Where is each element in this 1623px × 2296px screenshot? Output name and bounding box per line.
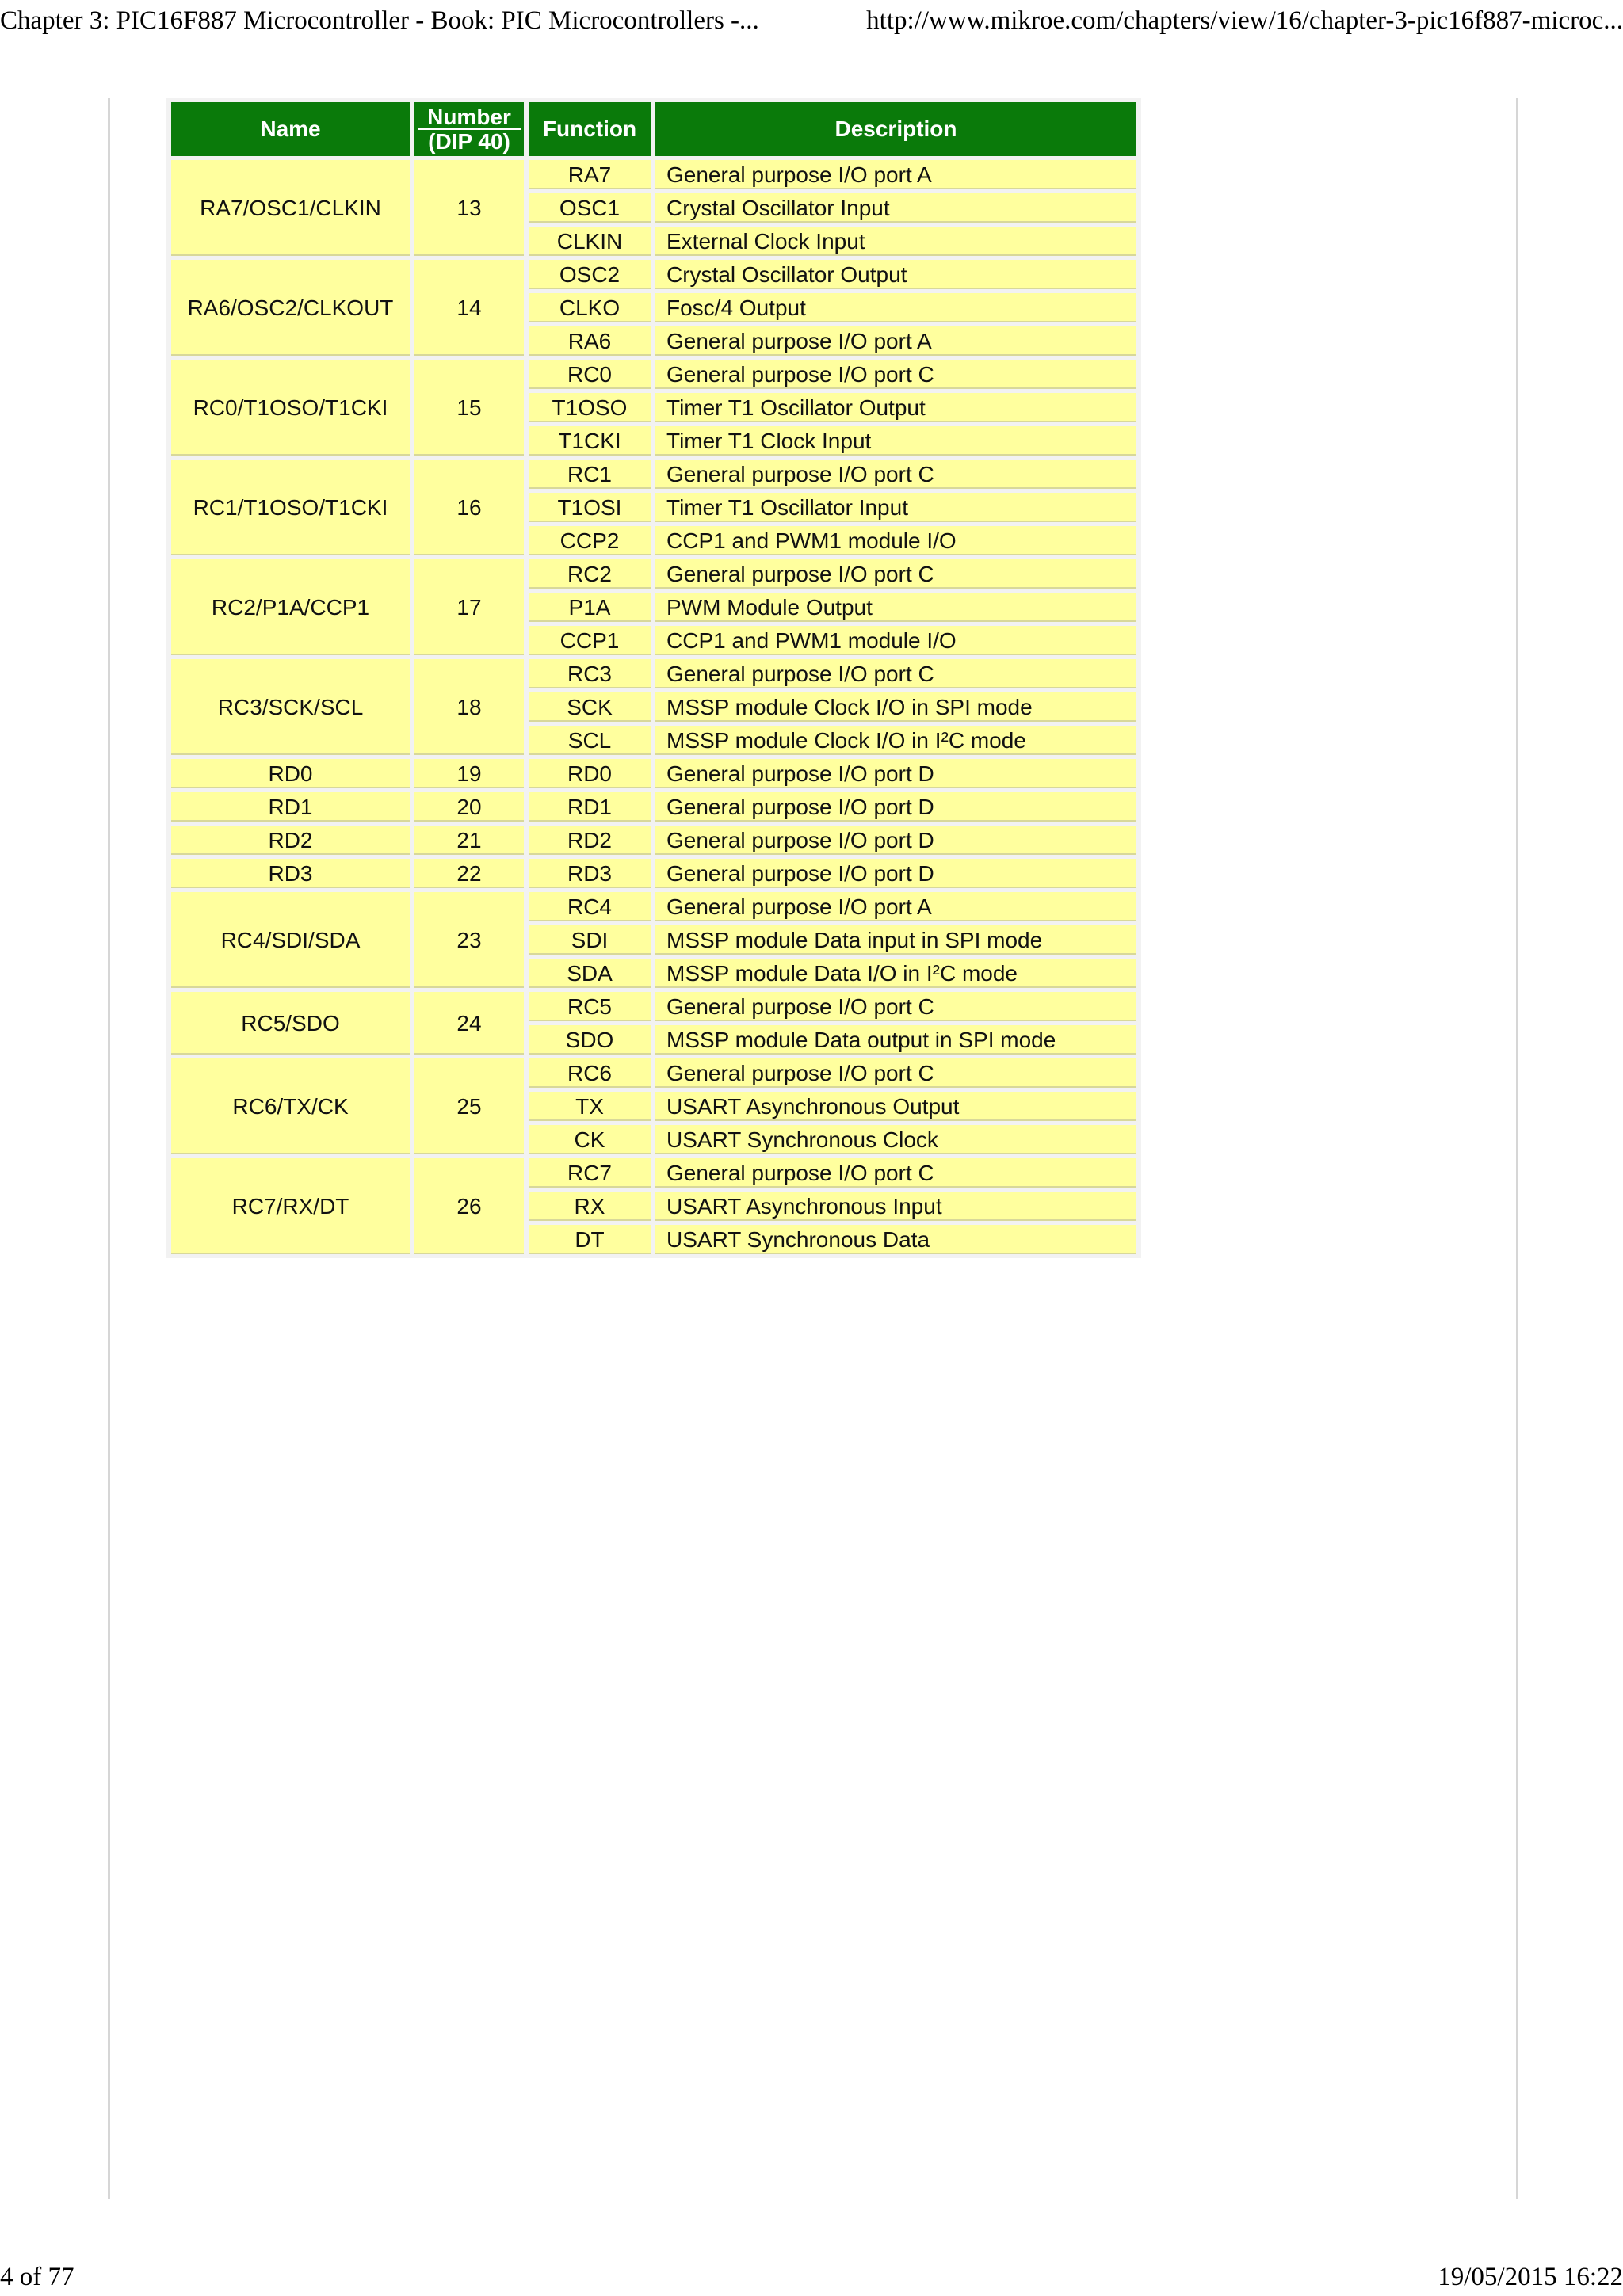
- pin-name-cell: RC1/T1OSO/T1CKI: [171, 460, 410, 555]
- print-header-title: Chapter 3: PIC16F887 Microcontroller - Book: PIC Microcontrollers -...: [0, 6, 759, 35]
- pin-function-cell: RA6: [529, 326, 651, 356]
- pin-function-cell: RD2: [529, 826, 651, 855]
- table-row: [171, 1158, 1136, 1188]
- table-row: [171, 859, 1136, 888]
- pin-function-cell: SDO: [529, 1025, 651, 1055]
- pin-description-cell: External Clock Input: [655, 227, 1136, 256]
- pin-description-cell: MSSP module Clock I/O in SPI mode: [655, 692, 1136, 722]
- pin-number-cell: 14: [414, 260, 524, 356]
- pin-name-cell: RD2: [171, 826, 410, 855]
- pin-description-cell: General purpose I/O port C: [655, 659, 1136, 688]
- pin-description-cell: General purpose I/O port C: [655, 992, 1136, 1021]
- pin-number-cell: 24: [414, 992, 524, 1055]
- table-row: [171, 759, 1136, 788]
- pin-description-cell: General purpose I/O port A: [655, 892, 1136, 921]
- pin-description-cell: General purpose I/O port C: [655, 559, 1136, 589]
- pin-description-cell: MSSP module Clock I/O in I²C mode: [655, 726, 1136, 755]
- pin-description-table: [166, 98, 1141, 1258]
- pin-function-cell: P1A: [529, 593, 651, 622]
- pin-number-cell: 25: [414, 1058, 524, 1154]
- pin-description-cell: Fosc/4 Output: [655, 293, 1136, 322]
- pin-description-cell: Crystal Oscillator Output: [655, 260, 1136, 289]
- header-function: Function: [529, 102, 651, 156]
- pin-description-cell: USART Asynchronous Input: [655, 1192, 1136, 1221]
- header-name: Name: [171, 102, 410, 156]
- pin-function-cell: T1OSI: [529, 493, 651, 522]
- pin-function-cell: RD0: [529, 759, 651, 788]
- pin-function-cell: RD1: [529, 792, 651, 822]
- pin-name-cell: RD1: [171, 792, 410, 822]
- pin-function-cell: RC5: [529, 992, 651, 1021]
- pin-number-cell: 16: [414, 460, 524, 555]
- pin-function-cell: DT: [529, 1225, 651, 1254]
- header-number-line1: Number: [427, 104, 511, 129]
- table-row: [171, 892, 1136, 921]
- pin-name-cell: RC5/SDO: [171, 992, 410, 1055]
- pin-function-cell: RC2: [529, 559, 651, 589]
- pin-description-cell: PWM Module Output: [655, 593, 1136, 622]
- pin-description-cell: MSSP module Data I/O in I²C mode: [655, 959, 1136, 988]
- pin-function-cell: CCP1: [529, 626, 651, 655]
- pin-description-cell: Crystal Oscillator Input: [655, 193, 1136, 223]
- table-body: [171, 160, 1136, 1254]
- pin-function-cell: TX: [529, 1092, 651, 1121]
- header-number: [414, 102, 524, 156]
- pin-name-cell: RA6/OSC2/CLKOUT: [171, 260, 410, 356]
- pin-function-cell: OSC2: [529, 260, 651, 289]
- pin-number-cell: 23: [414, 892, 524, 988]
- table-row: [171, 659, 1136, 688]
- pin-description-cell: General purpose I/O port D: [655, 792, 1136, 822]
- pin-description-cell: MSSP module Data input in SPI mode: [655, 925, 1136, 955]
- table-header-row: [171, 102, 1136, 156]
- pin-description-cell: USART Synchronous Clock: [655, 1125, 1136, 1154]
- pin-name-cell: RC0/T1OSO/T1CKI: [171, 360, 410, 456]
- pin-number-cell: 15: [414, 360, 524, 456]
- pin-function-cell: RC0: [529, 360, 651, 389]
- pin-description-cell: Timer T1 Oscillator Output: [655, 393, 1136, 422]
- pin-description-cell: CCP1 and PWM1 module I/O: [655, 526, 1136, 555]
- table-row: [171, 260, 1136, 289]
- pin-description-cell: General purpose I/O port C: [655, 460, 1136, 489]
- pin-number-cell: 26: [414, 1158, 524, 1254]
- print-footer-page: 4 of 77: [0, 2263, 74, 2291]
- pin-name-cell: RC7/RX/DT: [171, 1158, 410, 1254]
- print-footer-datetime: 19/05/2015 16:22: [1438, 2263, 1623, 2291]
- pin-function-cell: RC4: [529, 892, 651, 921]
- pin-number-cell: 19: [414, 759, 524, 788]
- pin-number-cell: 17: [414, 559, 524, 655]
- pin-description-cell: Timer T1 Clock Input: [655, 426, 1136, 456]
- pin-function-cell: RC1: [529, 460, 651, 489]
- pin-description-cell: General purpose I/O port C: [655, 1158, 1136, 1188]
- pin-number-cell: 18: [414, 659, 524, 755]
- pin-function-cell: CCP2: [529, 526, 651, 555]
- pin-function-cell: SCL: [529, 726, 651, 755]
- pin-number-cell: 20: [414, 792, 524, 822]
- pin-description-cell: General purpose I/O port D: [655, 759, 1136, 788]
- pin-name-cell: RD3: [171, 859, 410, 888]
- pin-name-cell: RC3/SCK/SCL: [171, 659, 410, 755]
- pin-function-cell: T1CKI: [529, 426, 651, 456]
- table-row: [171, 160, 1136, 189]
- pin-description-cell: CCP1 and PWM1 module I/O: [655, 626, 1136, 655]
- pin-name-cell: RD0: [171, 759, 410, 788]
- table-row: [171, 559, 1136, 589]
- pin-function-cell: SDI: [529, 925, 651, 955]
- table-row: [171, 826, 1136, 855]
- pin-name-cell: RC2/P1A/CCP1: [171, 559, 410, 655]
- table-row: [171, 1058, 1136, 1088]
- pin-description-cell: General purpose I/O port D: [655, 859, 1136, 888]
- pin-function-cell: RC3: [529, 659, 651, 688]
- pin-function-cell: CLKO: [529, 293, 651, 322]
- pin-description-cell: Timer T1 Oscillator Input: [655, 493, 1136, 522]
- pin-function-cell: RD3: [529, 859, 651, 888]
- pin-number-cell: 22: [414, 859, 524, 888]
- pin-function-cell: RX: [529, 1192, 651, 1221]
- pin-description-cell: General purpose I/O port A: [655, 326, 1136, 356]
- header-description: Description: [655, 102, 1136, 156]
- pin-description-cell: General purpose I/O port A: [655, 160, 1136, 189]
- pin-function-cell: RC7: [529, 1158, 651, 1188]
- table-row: [171, 792, 1136, 822]
- pin-function-cell: CK: [529, 1125, 651, 1154]
- pin-description-cell: USART Asynchronous Output: [655, 1092, 1136, 1121]
- pin-number-cell: 21: [414, 826, 524, 855]
- pin-function-cell: T1OSO: [529, 393, 651, 422]
- pin-function-cell: RC6: [529, 1058, 651, 1088]
- pin-function-cell: RA7: [529, 160, 651, 189]
- pin-function-cell: SDA: [529, 959, 651, 988]
- header-number-line2: (DIP 40): [418, 128, 521, 153]
- pin-name-cell: RA7/OSC1/CLKIN: [171, 160, 410, 256]
- pin-function-cell: SCK: [529, 692, 651, 722]
- pin-description-cell: USART Synchronous Data: [655, 1225, 1136, 1254]
- table-row: [171, 460, 1136, 489]
- pin-description-cell: General purpose I/O port D: [655, 826, 1136, 855]
- pin-description-cell: MSSP module Data output in SPI mode: [655, 1025, 1136, 1055]
- table-row: [171, 360, 1136, 389]
- pin-function-cell: CLKIN: [529, 227, 651, 256]
- pin-name-cell: RC6/TX/CK: [171, 1058, 410, 1154]
- pin-name-cell: RC4/SDI/SDA: [171, 892, 410, 988]
- pin-number-cell: 13: [414, 160, 524, 256]
- pin-function-cell: OSC1: [529, 193, 651, 223]
- pin-description-cell: General purpose I/O port C: [655, 1058, 1136, 1088]
- table-row: [171, 992, 1136, 1021]
- pin-description-cell: General purpose I/O port C: [655, 360, 1136, 389]
- print-header-url: http://www.mikroe.com/chapters/view/16/chapter-3-pic16f887-microc...: [866, 6, 1623, 35]
